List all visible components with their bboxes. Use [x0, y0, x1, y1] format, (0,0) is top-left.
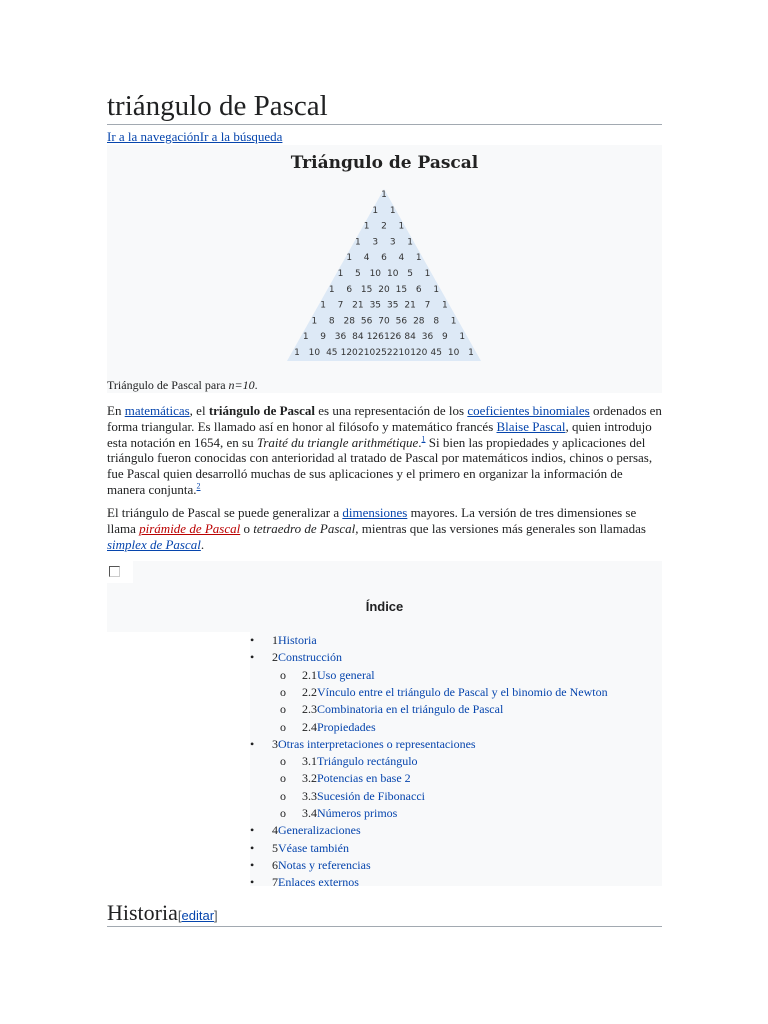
text-segment: El triángulo de Pascal se puede generalizar a	[107, 505, 343, 520]
triangle-number: 126	[384, 332, 402, 343]
triangle-number: 1	[328, 284, 335, 295]
jump-links	[107, 129, 282, 145]
triangle-number: 120	[340, 348, 358, 358]
triangle-number: 10	[308, 348, 321, 358]
toc-number: 7	[272, 875, 278, 890]
text-segment: En	[107, 403, 125, 418]
toc-bullet: •	[250, 650, 255, 665]
link-simplex-de-pascal[interactable]	[107, 537, 201, 552]
caption-variable: n=10	[228, 378, 255, 392]
toc-item[interactable]	[302, 753, 418, 769]
triangle-number: 45	[430, 348, 442, 358]
intro-paragraph-1	[107, 403, 662, 498]
triangle-number: 1	[442, 300, 448, 311]
triangle-number: 1	[459, 332, 466, 343]
jump-to-search-link[interactable]: Ir a la búsqueda	[199, 129, 283, 144]
toc-number: 2.3	[302, 702, 317, 717]
triangle-number: 28	[343, 316, 355, 327]
triangle-number: 1	[433, 284, 440, 295]
triangle-number: 1	[381, 190, 387, 200]
reference-2-link[interactable]: 2	[196, 481, 201, 491]
toc-label: Potencias en base 2	[317, 771, 411, 786]
toc-bullet: •	[250, 633, 255, 647]
toc-label: Historia	[278, 633, 317, 647]
toc-label: Otras interpretaciones o representaciones	[278, 736, 476, 751]
figure-caption	[107, 377, 258, 393]
triangle-number: 21	[352, 300, 364, 311]
bold-term: triángulo de Pascal	[208, 403, 315, 418]
triangle-number: 1	[363, 221, 370, 232]
text-segment: .	[418, 434, 422, 450]
triangle-number: 7	[337, 300, 344, 311]
triangle-number: 35	[386, 300, 399, 311]
triangle-number: 1	[468, 348, 474, 358]
toc-number: 2	[272, 650, 278, 665]
toc-toggle-checkbox[interactable]	[109, 566, 120, 577]
triangle-number: 8	[328, 316, 335, 327]
toc-number: 1	[272, 633, 278, 647]
toc-item[interactable]	[302, 719, 376, 735]
toc-item[interactable]	[272, 874, 359, 890]
edit-link[interactable]: editar	[181, 908, 215, 923]
toc-bullet: o	[280, 788, 286, 803]
text-segment: es una representación de los	[314, 403, 468, 418]
text-segment: o	[240, 520, 254, 536]
toc-number: 3.4	[302, 806, 317, 820]
toc-label: Vínculo entre el triángulo de Pascal y el binomio de Newton	[317, 684, 608, 699]
triangle-number: 120	[410, 348, 428, 358]
toc-label: Uso general	[317, 667, 375, 682]
triangle-number: 210	[392, 348, 410, 358]
triangle-number: 1	[311, 316, 318, 327]
toc-label: Véase también	[278, 840, 349, 855]
text-segment: .	[200, 536, 205, 552]
pascal-triangle-image	[107, 145, 662, 377]
caption-end: .	[254, 378, 258, 392]
toc-bullet: o	[280, 702, 286, 717]
triangle-number: 1	[320, 300, 326, 311]
section-title: Historia	[107, 900, 178, 925]
toc-toggle[interactable]	[107, 561, 133, 583]
jump-to-navigation-link[interactable]: Ir a la navegación	[107, 129, 200, 144]
triangle-number: 20	[378, 284, 390, 295]
triangle-number: 70	[378, 316, 390, 327]
triangle-number: 10	[447, 348, 460, 358]
toc-number: 4	[272, 823, 278, 838]
toc-item[interactable]	[302, 684, 608, 700]
caption-text: Triángulo de Pascal para	[107, 378, 229, 392]
triangle-number: 1	[302, 332, 309, 343]
toc-bullet: •	[250, 840, 255, 855]
triangle-number: 1	[337, 269, 344, 279]
toc-bullet: o	[280, 684, 286, 699]
text-segment: , quien introdujo esta notación en 1654, en su	[107, 418, 652, 450]
link-coeficientes-binomiales[interactable]: coeficientes binomiales	[467, 403, 590, 418]
toc-label: Triángulo rectángulo	[317, 754, 418, 769]
toc-item[interactable]	[272, 736, 476, 752]
triangle-number: 1	[398, 221, 405, 232]
toc-bullet: •	[250, 875, 255, 890]
text-segment: , mientras que las versiones más generales son llamadas	[355, 520, 646, 536]
toc-margin	[107, 632, 250, 886]
triangle-number: 1	[450, 316, 457, 327]
triangle-number: 252	[375, 348, 393, 358]
triangle-number: 28	[413, 316, 425, 327]
toc-number: 6	[272, 857, 278, 872]
triangle-number: 4	[363, 253, 370, 264]
toc-title: Índice	[365, 599, 404, 614]
toc-number: 2.4	[302, 719, 317, 734]
toc-label: Enlaces externos	[278, 875, 359, 890]
text-segment: , el	[189, 403, 209, 418]
toc-item[interactable]	[302, 667, 375, 683]
toc-label: Combinatoria en el triángulo de Pascal	[317, 702, 504, 717]
section-heading-historia	[107, 900, 662, 927]
toc-bullet: o	[280, 806, 286, 820]
triangle-number: 36	[421, 332, 434, 343]
triangle-number: 7	[424, 300, 431, 311]
toc-item[interactable]	[272, 632, 317, 648]
triangle-number: 1	[415, 253, 422, 264]
toc-item[interactable]	[272, 857, 371, 873]
intro-paragraph-2	[107, 505, 662, 552]
triangle-number: 2	[381, 221, 387, 232]
triangle-number: 21	[404, 300, 416, 311]
table-of-contents	[107, 561, 662, 890]
toc-number: 3	[272, 736, 278, 751]
triangle-number: 10	[386, 269, 399, 279]
triangle-number: 15	[395, 284, 408, 295]
text-segment: mayores. La versión de tres dimensiones se llama	[107, 505, 637, 536]
triangle-number: 6	[415, 284, 422, 295]
toc-label: Números primos	[317, 806, 398, 820]
triangle-number: 9	[320, 332, 326, 343]
toc-label: Construcción	[278, 650, 342, 665]
link-piramide-de-pascal[interactable]	[139, 521, 240, 536]
triangle-number: 10	[369, 269, 382, 279]
triangle-number: 8	[433, 316, 440, 327]
triangle-number: 1	[346, 253, 353, 264]
triangle-number: 9	[442, 332, 448, 343]
triangle-number: 15	[360, 284, 373, 295]
text-segment: Si bien las propiedades y aplicaciones del triángulo fueron conocidas con anterioridad al tratado de Pascal por matemáticos indios, chinos o persas, fue Pascal quien desarrolló muchas de sus aplicaciones y el primero en organizar la información de manera conjunta.	[107, 434, 653, 497]
triangle-number: 36	[334, 332, 347, 343]
toc-label: Propiedades	[317, 719, 376, 734]
reference-1-link[interactable]: 1	[421, 434, 426, 444]
link-matematicas[interactable]: matemáticas	[124, 403, 190, 418]
figure-title: Triángulo de Pascal	[290, 153, 479, 173]
triangle-number: 1	[407, 237, 413, 248]
triangle-number: 84	[404, 332, 416, 343]
link-dimensiones[interactable]: dimensiones	[342, 505, 408, 520]
text-segment: ordenados en forma triangular. Es llamado así en honor al filósofo y matemático francés	[107, 403, 662, 434]
triangle-number: 1	[294, 348, 300, 358]
toc-bullet: •	[250, 857, 255, 872]
triangle-number: 1	[424, 269, 431, 279]
triangle-number: 56	[360, 316, 373, 327]
toc-label: Sucesión de Fibonacci	[317, 788, 425, 803]
toc-bullet: o	[280, 754, 286, 769]
toc-item[interactable]	[272, 649, 342, 665]
link-text: simplex de Pascal	[107, 536, 201, 552]
triangle-number: 1	[372, 205, 379, 216]
toc-label: Notas y referencias	[278, 857, 371, 872]
triangle-number: 1	[355, 237, 361, 248]
link-blaise-pascal[interactable]: Blaise Pascal	[496, 418, 566, 434]
toc-item[interactable]	[302, 805, 397, 821]
toc-number: 3.2	[302, 771, 317, 786]
triangle-number: 5	[355, 269, 361, 279]
triangle-number: 4	[398, 253, 405, 264]
toc-bullet: •	[250, 823, 255, 838]
toc-number: 2.1	[302, 667, 317, 682]
triangle-number: 126	[366, 332, 384, 343]
toc-bullet: o	[280, 771, 286, 786]
toc-number: 3.1	[302, 754, 317, 769]
redlink-text: pirámide de Pascal	[139, 520, 241, 536]
triangle-number: 56	[395, 316, 408, 327]
toc-item[interactable]	[272, 840, 349, 856]
toc-bullet: •	[250, 736, 255, 751]
bracket: ]	[214, 908, 218, 923]
toc-number: 2.2	[302, 684, 317, 699]
toc-item[interactable]	[302, 770, 411, 786]
toc-bullet: o	[280, 719, 286, 734]
toc-item[interactable]	[272, 822, 361, 838]
italic-term: tetraedro de Pascal	[253, 520, 356, 536]
page-title: triángulo de Pascal	[107, 88, 662, 125]
bracket: [	[177, 908, 182, 923]
italic-title: Traité du triangle arithmétique	[256, 434, 419, 450]
triangle-number: 210	[358, 348, 376, 358]
toc-number: 5	[272, 840, 278, 855]
toc-item[interactable]	[302, 701, 503, 717]
triangle-number: 84	[352, 332, 364, 343]
toc-bullet: o	[280, 667, 286, 682]
triangle-number: 1	[389, 205, 396, 216]
triangle-number: 5	[407, 269, 413, 279]
triangle-number: 45	[326, 348, 338, 358]
triangle-number: 3	[372, 237, 379, 248]
triangle-number: 3	[389, 237, 396, 248]
pascal-triangle-figure	[107, 145, 662, 393]
toc-item[interactable]	[302, 788, 425, 804]
edit-section	[178, 908, 218, 923]
triangle-number: 6	[381, 253, 387, 264]
triangle-number: 35	[369, 300, 382, 311]
toc-label: Generalizaciones	[278, 823, 361, 838]
toc-number: 3.3	[302, 788, 317, 803]
triangle-number: 6	[346, 284, 353, 295]
